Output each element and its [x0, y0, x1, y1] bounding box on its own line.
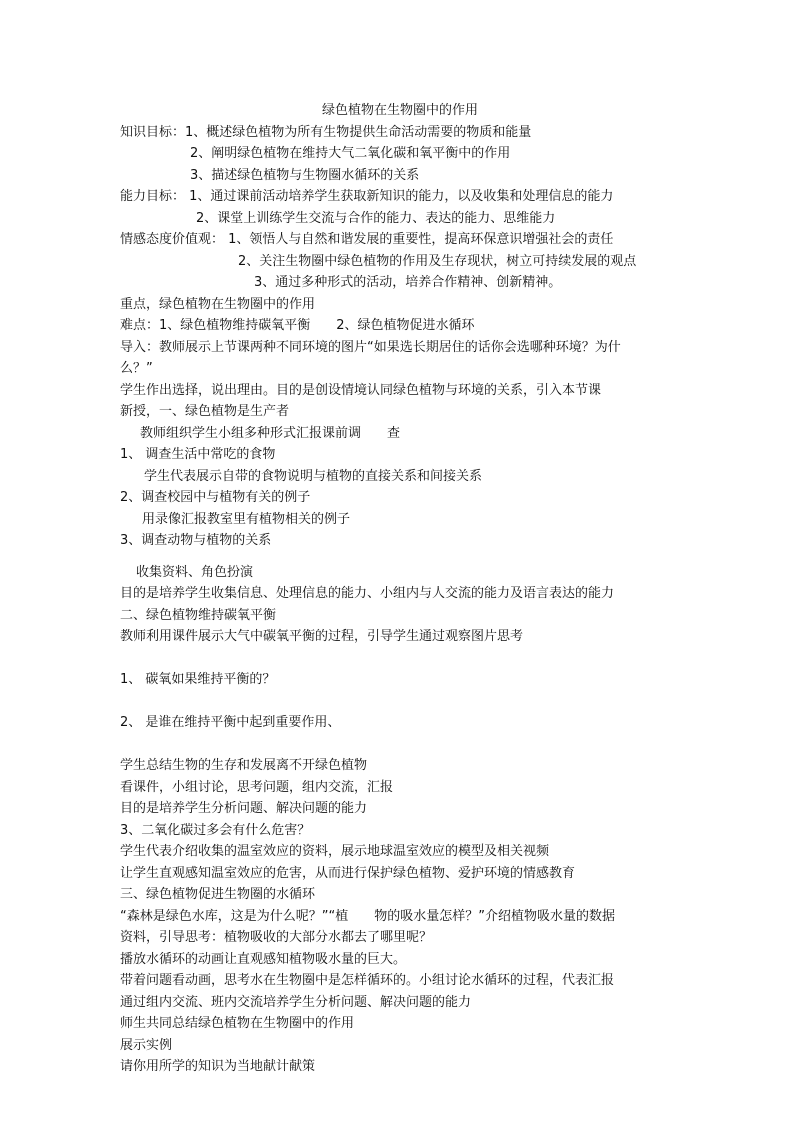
text-line: 么？” [120, 361, 153, 376]
text-line: 学生作出选择，说出理由。目的是创设情境认同绿色植物与环境的关系，引入本节课 [120, 382, 602, 398]
text-line [120, 552, 680, 562]
text-line: 带着问题看动画，思考水在生物圈中是怎样循环的。小组讨论水循环的过程，代表汇报 [120, 973, 615, 988]
text-line: 2、课堂上训练学生交流与合作的能力、表达的能力、思维能力 [196, 210, 556, 226]
text-line: 学生总结生物的生存和发展离不开绿色植物 [120, 758, 368, 773]
text-line: 3、调查动物与植物的关系 [120, 533, 272, 548]
text-line: 目的是培养学生收集信息、处理信息的能力、小组内与人交流的能力及语言表达的能力 [120, 586, 615, 601]
text-line: 2、调查校园中与植物有关的例子 [120, 490, 311, 505]
text-line: 知识目标：1、概述绿色植物为所有生物提供生命活动需要的物质和能量 [120, 124, 532, 140]
text-line: 2、阐明绿色植物在维持大气二氧化碳和氧平衡中的作用 [190, 146, 511, 161]
text-line: 2、关注生物圈中绿色植物的作用及生存现状，树立可持续发展的观点 [238, 253, 637, 269]
text-line: 师生共同总结绿色植物在生物圈中的作用 [120, 1016, 355, 1031]
text-line: 二、绿色植物维持碳氧平衡 [120, 607, 277, 623]
text-line: 3、描述绿色植物与生物圈水循环的关系 [190, 167, 420, 183]
text-line: 教师组织学生小组多种形式汇报课前调 查 [140, 425, 401, 441]
text-line: 让学生直观感知温室效应的危害，从而进行保护绿色植物、爱护环境的情感教育 [120, 865, 576, 881]
text-line: 三、绿色植物促进生物圈的水循环 [120, 887, 316, 902]
document-lines [120, 122, 680, 1078]
text-line: 1、 调查生活中常吃的食物 [120, 447, 276, 462]
text-line: 请你用所学的知识为当地献计献策 [120, 1059, 316, 1074]
text-line: 导入：教师展示上节课两种不同环境的图片“如果选长期居住的话你会选哪种环境？为什 [120, 339, 621, 355]
document-body [120, 100, 680, 1078]
text-line: 1、 碳氧如果维持平衡的？ [120, 672, 276, 687]
document-title: 绿色植物在生物圈中的作用 [321, 103, 478, 118]
text-line: 学生代表展示自带的食物说明与植物的直接关系和间接关系 [144, 468, 483, 484]
text-line: 播放水循环的动画让直观感知植物吸水量的巨大。 [120, 951, 407, 967]
text-line: 展示实例 [120, 1037, 173, 1053]
text-line [120, 691, 680, 713]
text-line [120, 734, 680, 756]
text-line: 收集资料、角色扮演 [136, 564, 254, 580]
text-line: 看课件，小组讨论，思考问题，组内交流，汇报 [120, 779, 394, 795]
text-line: 重点，绿色植物在生物圈中的作用 [120, 296, 316, 312]
text-line: 难点：1、绿色植物维持碳氧平衡 2、绿色植物促进水循环 [120, 318, 475, 333]
text-line: 资料，引导思考：植物吸收的大部分水都去了哪里呢？ [120, 930, 433, 945]
text-line: 通过组内交流、班内交流培养学生分析问题、解决问题的能力 [120, 994, 472, 1010]
text-line: 目的是培养学生分析问题、解决问题的能力 [120, 801, 368, 816]
text-line: 情感态度价值观： 1、领悟人与自然和谐发展的重要性，提高环保意识增强社会的责任 [120, 232, 614, 247]
text-line: “森林是绿色水库，这是为什么呢？”“植 物的吸水量怎样？”介绍植物吸水量的数据 [120, 908, 615, 924]
text-line: 学生代表介绍收集的温室效应的资料，展示地球温室效应的模型及相关视频 [120, 844, 550, 859]
text-line: 2、 是谁在维持平衡中起到重要作用、 [120, 715, 341, 730]
text-line [120, 648, 680, 670]
text-line: 3、通过多种形式的活动，培养合作精神、创新精神。 [254, 275, 562, 290]
text-line: 教师利用课件展示大气中碳氧平衡的过程，引导学生通过观察图片思考 [120, 629, 524, 644]
text-line: 能力目标： 1、通过课前活动培养学生获取新知识的能力，以及收集和处理信息的能力 [120, 189, 614, 204]
text-line: 用录像汇报教室里有植物相关的例子 [142, 511, 351, 527]
text-line: 新授，一、绿色植物是生产者 [120, 404, 290, 419]
text-line: 3、二氧化碳过多会有什么危害？ [120, 822, 311, 838]
